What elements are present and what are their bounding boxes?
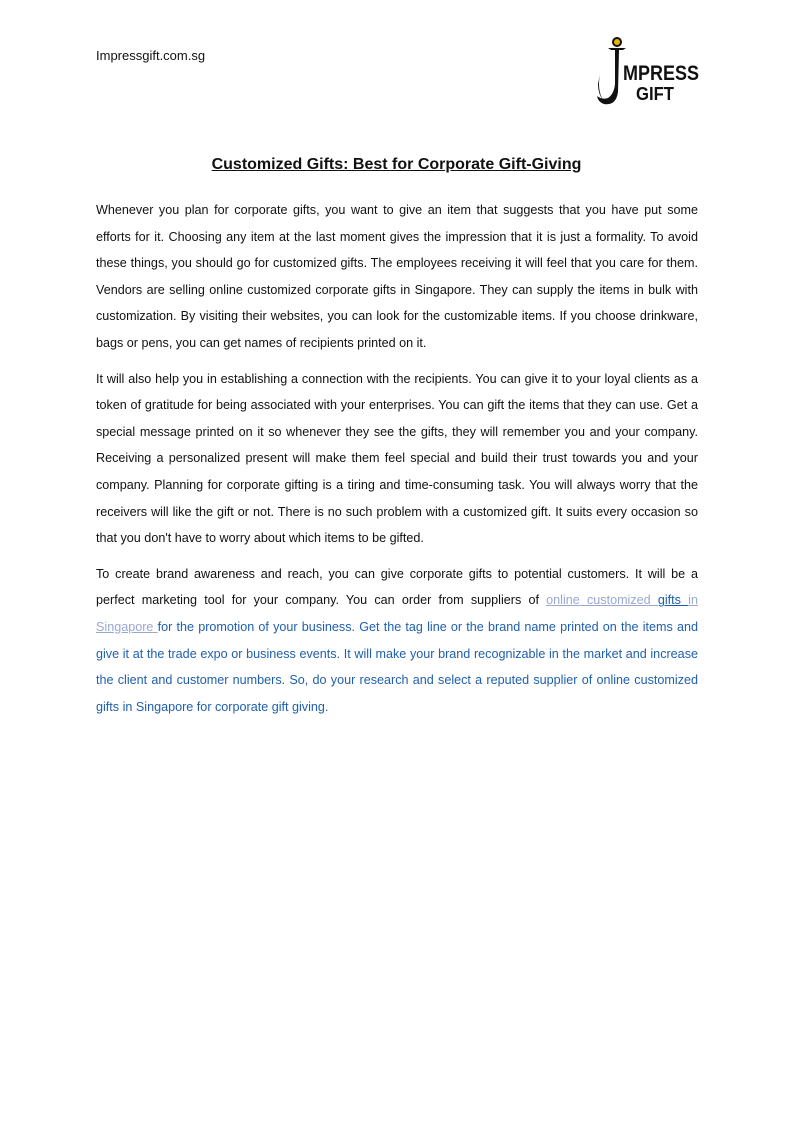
- impress-gift-logo: [594, 34, 704, 108]
- online-customized-link[interactable]: online customized: [546, 593, 658, 608]
- paragraph-3-blue-text: for the promotion of your business. Get the tag line or the brand name printed on the items and give it at the trade expo or business events. It will make your brand recognizable in the market and increase the client and customer numbers. So, do your research and select a reputed supplier of online customized gifts in Singapore for corporate gift giving.: [96, 619, 698, 714]
- paragraph-3: [96, 561, 698, 721]
- paragraph-3-intro: To create brand awareness and reach, you can give corporate gifts to potential customers. It will be a perfect marketing tool for your company. You can order from suppliers of: [96, 566, 698, 608]
- logo-text-gift: GIFT: [636, 84, 674, 104]
- page-title: Customized Gifts: Best for Corporate Gift-Giving: [211, 156, 582, 173]
- paragraph-2: It will also help you in establishing a connection with the recipients. You can give it to your loyal clients as a token of gratitude for being associated with your enterprises. You can gift the items that they can use. Get a special message printed on it so whenever they see the gifts, they will remember you and your company. Receiving a personalized present will make them feel special and build their trust towards you and your company. Planning for corporate gifting is a tiring and time-consuming task. You will always worry that the receivers will like the gift or not. There is no such problem with a customized gift. It suits every occasion so that you don't have to worry about which items to be gifted.: [96, 371, 698, 546]
- gifts-link[interactable]: gifts: [657, 593, 689, 608]
- logo-text-impress: MPRESS: [623, 62, 699, 85]
- article-body: [96, 197, 698, 729]
- logo-emblem-icon: [597, 37, 626, 104]
- header-site-name: Impressgift.com.sg: [96, 48, 206, 63]
- in-singapore-link[interactable]: in Singapore: [96, 593, 698, 634]
- paragraph-1: Whenever you plan for corporate gifts, you want to give an item that suggests that you have put some efforts for it. Choosing any item at the last moment gives the impression that it is just a formality. To avoid these things, you should go for customized gifts. The employees receiving it will feel that you care for them. Vendors are selling online customized corporate gifts in Singapore. They can supply the items in bulk with customization. By visiting their websites, you can look for the customizable items. If you choose drinkware, bags or pens, you can get names of recipients printed on it.: [96, 203, 698, 350]
